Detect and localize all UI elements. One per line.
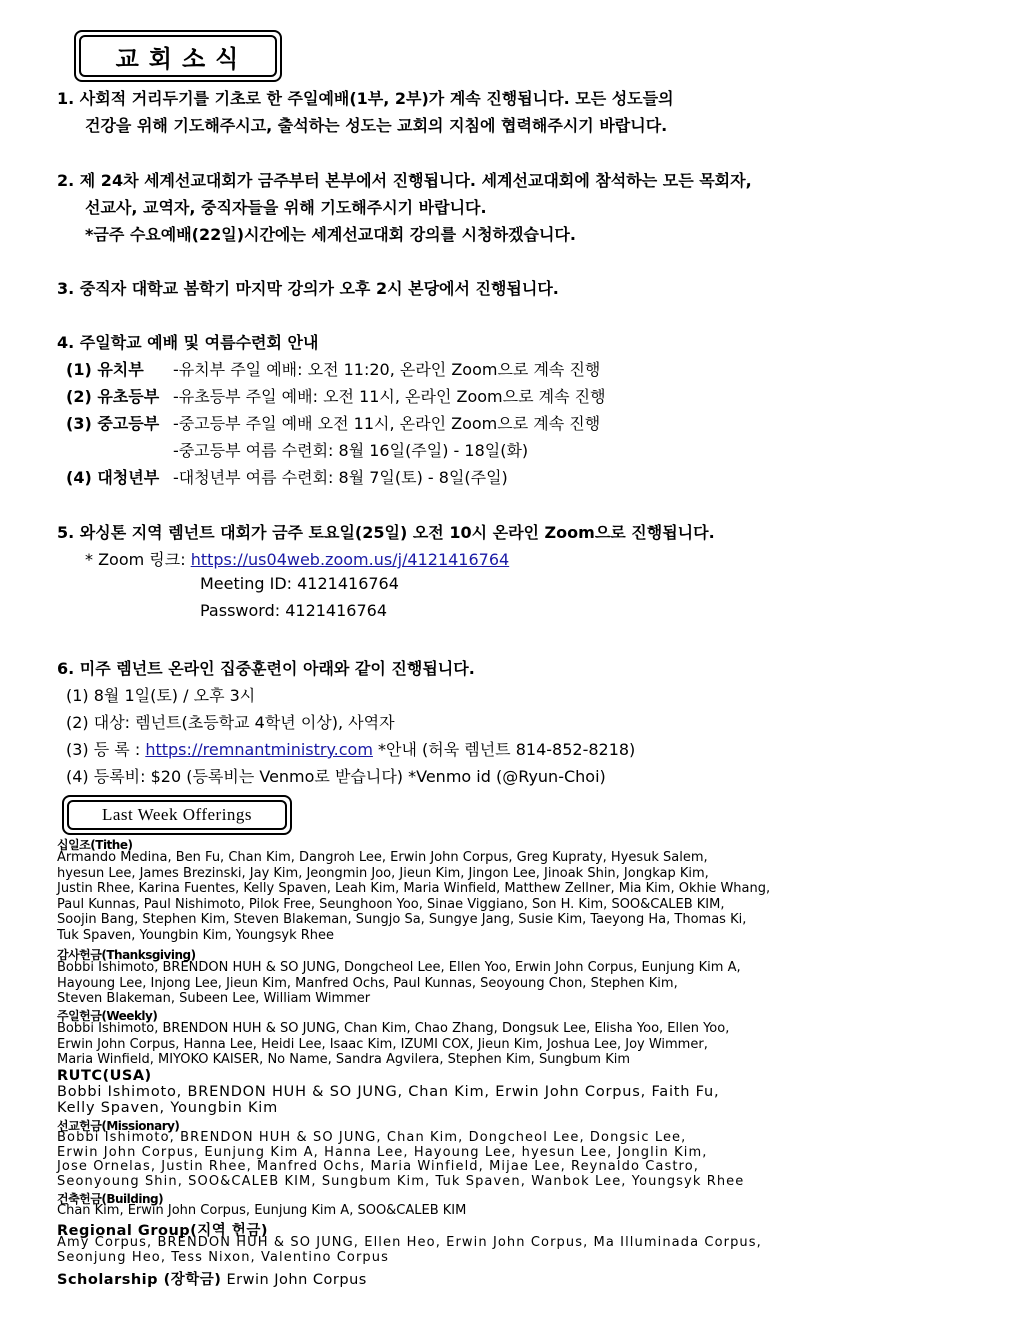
name-line: Jose Ornelas, Justin Rhee, Manfred Ochs, Maria Winfield, Mijae Lee, Reynaldo Castro,: [57, 1159, 699, 1175]
rutc-names: [57, 1084, 719, 1116]
notice-5-title: 5. 와싱톤 지역 렘넌트 대회가 금주 토요일(25일) 오전 10시 온라인 Zoom으로 진행됩니다.: [57, 523, 715, 542]
thanksgiving-label: 감사헌금(Thanksgiving): [57, 948, 196, 962]
name-line: Bobbi Ishimoto, BRENDON HUH & SO JUNG, Chan Kim, Dongcheol Lee, Dongsic Lee,: [57, 1130, 687, 1145]
name-line: Hayoung Lee, Injong Lee, Jieun Kim, Manfred Ochs, Paul Kunnas, Seoyoung Chon, Stephen Kim,: [57, 975, 678, 991]
title-box: [74, 30, 282, 82]
name-line: Soojin Bang, Stephen Kim, Steven Blakeman, Sungjo Sa, Sungye Jang, Susie Kim, Taeyong Ha, Thomas Ki,: [57, 912, 747, 928]
notice-4-item-label: (1) 유치부: [66, 360, 144, 379]
notice-5-zoom-line: [85, 547, 509, 570]
name-line: Erwin John Corpus, Hanna Lee, Heidi Lee, Isaac Kim, IZUMI COX, Jieun Kim, Joshua Lee, Joy Wimmer,: [57, 1036, 708, 1052]
notice-6-line-1: (1) 8월 1일(토) / 오후 3시: [66, 686, 256, 705]
zoom-link-label: * Zoom 링크:: [85, 550, 191, 569]
regional-names: [57, 1236, 762, 1265]
missionary-names: [57, 1131, 744, 1189]
name-line: Bobbi Ishimoto, BRENDON HUH & SO JUNG, Dongcheol Lee, Ellen Yoo, Erwin John Corpus, Eunjung Kim A,: [57, 960, 741, 975]
notice-4-title: 4. 주일학교 예배 및 여름수련회 안내: [57, 333, 319, 352]
registration-link[interactable]: https://remnantministry.com: [145, 740, 373, 759]
name-line: Maria Winfield, MIYOKO KAISER, No Name, Sandra Agvilera, Stephen Kim, Sungbum Kim: [57, 1052, 631, 1068]
scholarship-line: [57, 1268, 367, 1289]
weekly-names: [57, 1021, 729, 1068]
notice-3-line-1: 3. 중직자 대학교 봄학기 마지막 강의가 오후 2시 본당에서 진행됩니다.: [57, 279, 559, 298]
name-line: Justin Rhee, Karina Fuentes, Kelly Spaven, Leah Kim, Maria Winfield, Matthew Zellner, Mia Kim, Okhie Whang,: [57, 881, 771, 897]
zoom-link[interactable]: https://us04web.zoom.us/j/4121416764: [190, 550, 510, 569]
notice-4-item-label: (2) 유초등부: [66, 387, 160, 406]
rutc-label: RUTC(USA): [57, 1068, 152, 1084]
notice-2-line-3: *금주 수요예배(22일)시간에는 세계선교대회 강의를 시청하겠습니다.: [85, 225, 576, 244]
building-label: 건축헌금(Building): [57, 1192, 164, 1206]
name-line: Seonyoung Shin, SOO&CALEB KIM, Sungbum Kim, Tuk Spaven, Wanbok Lee, Youngsyk Rhee: [57, 1173, 745, 1189]
weekly-label: 주일헌금(Weekly): [57, 1009, 158, 1023]
notice-1-line-1: 1. 사회적 거리두기를 기초로 한 주일예배(1부, 2부)가 계속 진행됩니다. 모든 성도들의: [57, 89, 674, 108]
name-line: Bobbi Ishimoto, BRENDON HUH & SO JUNG, Chan Kim, Erwin John Corpus, Faith Fu,: [57, 1084, 720, 1100]
notice-4-item-text: -유초등부 주일 예배: 오전 11시, 온라인 Zoom으로 계속 진행: [173, 387, 606, 406]
regional-label: Regional Group(지역 헌금): [57, 1223, 268, 1239]
name-line: hyesun Lee, James Brezinski, Jay Kim, Jeongmin Joo, Jieun Kim, Jingon Lee, Jinoak Shin, Jongkap Kim,: [57, 865, 709, 881]
registration-contact: *안내 (허욱 렘넌트 814-852-8218): [372, 740, 636, 759]
name-line: Paul Kunnas, Paul Nishimoto, Pilok Free, Seunghoon Yoo, Sinae Viggiano, Son H. Kim, SOO&CALEB KIM,: [57, 896, 725, 912]
notice-6-line-3: [66, 737, 635, 760]
notice-4-item-text: -유치부 주일 예배: 오전 11:20, 온라인 Zoom으로 계속 진행: [173, 360, 601, 379]
notice-4-item-label: (3) 중고등부: [66, 414, 160, 433]
name-line: Amy Corpus, BRENDON HUH & SO JUNG, Ellen Heo, Erwin John Corpus, Ma Illuminada Corpus,: [57, 1235, 762, 1250]
notice-4-item-text: -중고등부 여름 수련회: 8월 16일(주일) - 18일(화): [173, 441, 529, 460]
notice-1-line-2: 건강을 위해 기도해주시고, 출석하는 성도는 교회의 지침에 협력해주시기 바랍니다.: [85, 116, 668, 135]
name-line: Kelly Spaven, Youngbin Kim: [57, 1100, 279, 1116]
meeting-password: Password: 4121416764: [200, 601, 388, 620]
name-line: Tuk Spaven, Youngbin Kim, Youngsyk Rhee: [57, 927, 335, 943]
name-line: Bobbi Ishimoto, BRENDON HUH & SO JUNG, Chan Kim, Chao Zhang, Dongsuk Lee, Elisha Yoo, Ellen Yoo,: [57, 1021, 730, 1036]
registration-label: (3) 등 록 :: [66, 740, 146, 759]
thanksgiving-names: [57, 960, 741, 1007]
missionary-label: 선교헌금(Missionary): [57, 1119, 180, 1133]
notice-6-title: 6. 미주 렘넌트 온라인 집중훈련이 아래와 같이 진행됩니다.: [57, 659, 475, 678]
name-line: Chan Kim, Erwin John Corpus, Eunjung Kim A, SOO&CALEB KIM: [57, 1203, 467, 1218]
page-title: 교회소식: [79, 35, 277, 77]
notice-4-item-label: (4) 대청년부: [66, 468, 160, 487]
name-line: Erwin John Corpus, Eunjung Kim A, Hanna Lee, Hayoung Lee, hyesun Lee, Jonglin Kim,: [57, 1144, 708, 1160]
notice-2-line-2: 선교사, 교역자, 중직자들을 위해 기도해주시기 바랍니다.: [85, 198, 487, 217]
tithe-names: [57, 850, 770, 944]
scholarship-label: Scholarship (장학금): [57, 1272, 222, 1288]
meeting-id: Meeting ID: 4121416764: [200, 574, 399, 593]
notice-2-line-1: 2. 제 24차 세계선교대회가 금주부터 본부에서 진행됩니다. 세계선교대회에 참석하는 모든 목회자,: [57, 171, 752, 190]
notice-4-item-text: -대청년부 여름 수련회: 8월 7일(토) - 8일(주일): [173, 468, 508, 487]
notice-4-item-text: -중고등부 주일 예배 오전 11시, 온라인 Zoom으로 계속 진행: [173, 414, 601, 433]
offerings-heading-box: [62, 795, 292, 835]
tithe-label: 십일조(Tithe): [57, 838, 133, 852]
name-line: Seonjung Heo, Tess Nixon, Valentino Corpus: [57, 1249, 389, 1265]
notice-6-line-2: (2) 대상: 렘넌트(초등학교 4학년 이상), 사역자: [66, 713, 395, 732]
scholarship-names: Erwin John Corpus: [221, 1272, 367, 1288]
notice-6-line-4: (4) 등록비: $20 (등록비는 Venmo로 받습니다) *Venmo id (@Ryun-Choi): [66, 767, 606, 786]
building-names: [57, 1203, 466, 1219]
name-line: Steven Blakeman, Subeen Lee, William Wimmer: [57, 991, 371, 1007]
name-line: Armando Medina, Ben Fu, Chan Kim, Dangroh Lee, Erwin John Corpus, Greg Kupraty, Hyesuk Salem,: [57, 850, 708, 865]
offerings-heading: Last Week Offerings: [67, 800, 287, 830]
